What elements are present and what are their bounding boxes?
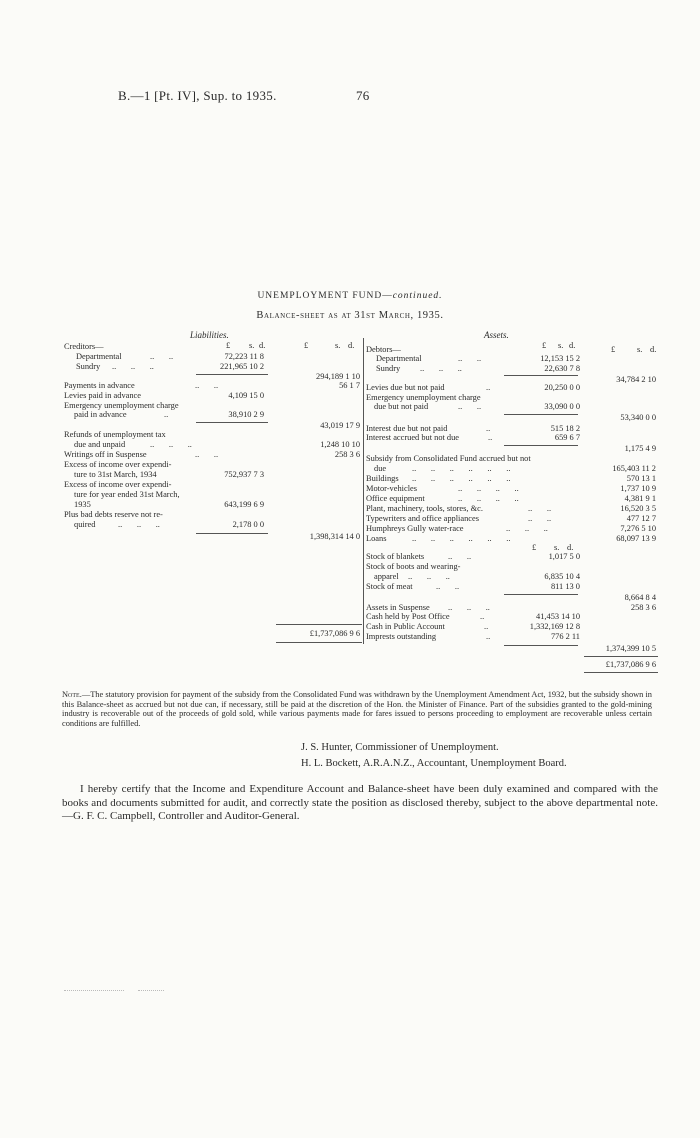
asset-suspense-label: Assets in Suspense xyxy=(366,603,430,612)
liab-sundry-amount: 221,965 10 2 xyxy=(220,362,264,371)
leader-dots: .. .. xyxy=(528,504,552,513)
liab-excess1-amount: 752,937 7 3 xyxy=(224,470,264,479)
subtotal-rule xyxy=(196,422,268,423)
asset-suspense-amount: 258 3 6 xyxy=(630,603,656,612)
liab-sundry-label: Sundry xyxy=(76,362,101,371)
asset-loans-label: Loans xyxy=(366,534,387,543)
faint-mark xyxy=(138,990,164,991)
leader-dots: .. .. xyxy=(528,514,552,523)
leader-dots: .. .. .. .. xyxy=(458,494,519,503)
asset-emergency-label-2: due but not paid xyxy=(374,402,429,411)
leader-dots: .. .. .. xyxy=(420,364,462,373)
liab-refunds-label-1: Refunds of unemployment tax xyxy=(64,430,166,439)
asset-emergency-label-1: Emergency unemployment charge xyxy=(366,393,481,402)
liab-col2-s: s. xyxy=(335,341,341,350)
asset-interest-accrued-amount: 659 6 7 xyxy=(554,433,580,442)
liab-col2-d: d. xyxy=(348,341,355,350)
leader-dots: .. .. xyxy=(150,352,174,361)
asset-cash-po-amount: 41,453 14 10 xyxy=(536,612,580,621)
asset-loans-amount: 68,097 13 9 xyxy=(616,534,656,543)
liab-col-s: s. xyxy=(249,341,255,350)
asset-col2-s: s. xyxy=(637,345,643,354)
asset-emergency-amount: 33,090 0 0 xyxy=(544,402,580,411)
title-continued: continued. xyxy=(392,291,443,301)
asset-cash-po-label: Cash held by Post Office xyxy=(366,612,450,621)
asset-typewriters-amount: 477 12 7 xyxy=(626,514,656,523)
subtotal-rule xyxy=(196,374,268,375)
liab-excess-total: 1,398,314 14 0 xyxy=(309,532,360,541)
asset-office-label: Office equipment xyxy=(366,494,425,503)
liabilities-heading: Liabilities. xyxy=(190,330,229,340)
liab-writings-off-amount: 258 3 6 xyxy=(334,450,360,459)
asset-humphreys-label: Humphreys Gully water-race xyxy=(366,524,464,533)
total-rule xyxy=(276,642,362,643)
liab-levies-total: 43,019 17 9 xyxy=(320,421,360,430)
asset-cash-public-label: Cash in Public Account xyxy=(366,622,445,631)
subtotal-rule xyxy=(196,533,268,534)
leader-dots: .. .. xyxy=(458,354,482,363)
asset-imprests-label: Imprests outstanding xyxy=(366,632,437,641)
signature-accountant: H. L. Bockett, A.R.A.N.Z., Accountant, Unemployment Board. xyxy=(301,758,567,769)
liab-payments-advance-amount: 56 1 7 xyxy=(339,381,360,390)
leader-dots: .. .. .. xyxy=(506,524,548,533)
asset-levies-due-amount: 20,250 0 0 xyxy=(544,383,580,392)
note-text: —The statutory provision for payment of the subsidy from the Consolidated Fund was withdrawn by the Unemployment Amendment Act, 1932, but the subsidy shown in this Balance-sheet as accrued but not due can, if necessary, still be paid at the discretion of the Hon. the Minister of Finance. Part of the subsidies granted to the gold-mining industry is recoverable out of the proceeds of gold sold, while various payments made for fares issued to persons proceeding to employment are recoverable unless certain conditions are fulfilled. xyxy=(62,690,652,728)
liab-emergency-amount: 38,910 2 9 xyxy=(228,410,264,419)
leader-dots: .. xyxy=(164,410,169,419)
leader-dots: .. .. .. xyxy=(448,603,490,612)
leader-dots: .. .. xyxy=(195,381,219,390)
liab-payments-advance-label: Payments in advance xyxy=(64,381,135,390)
column-divider xyxy=(363,338,364,644)
leader-dots: .. xyxy=(480,612,485,621)
liab-emergency-label-2: paid in advance xyxy=(74,410,127,419)
asset-stock-boots-label-2: apparel xyxy=(374,572,399,581)
liab-creditors-total: 294,189 1 10 xyxy=(316,372,360,381)
asset-col-pound: £ xyxy=(542,341,547,350)
asset-departmental-label: Departmental xyxy=(376,354,422,363)
liab-excess2-amount: 643,199 6 9 xyxy=(224,500,264,509)
leader-dots: .. .. .. xyxy=(408,572,450,581)
asset-stock-boots-label-1: Stock of boots and wearing- xyxy=(366,562,461,571)
asset-stock-meat-amount: 811 13 0 xyxy=(550,582,580,591)
asset-humphreys-amount: 7,276 5 10 xyxy=(620,524,656,533)
asset-grand-total: £1,737,086 9 6 xyxy=(605,660,656,669)
leader-dots: .. .. xyxy=(448,552,472,561)
subtotal-rule xyxy=(504,445,578,446)
asset-levies-due-label: Levies due but not paid xyxy=(366,383,445,392)
asset-sundry-label: Sundry xyxy=(376,364,401,373)
leader-dots: .. .. .. .. xyxy=(458,484,519,493)
asset-col-d: d. xyxy=(569,341,576,350)
subtotal-rule xyxy=(504,414,578,415)
departmental-note xyxy=(62,690,652,728)
asset-col3-s: s. xyxy=(554,543,560,552)
leader-dots: .. .. xyxy=(195,450,219,459)
total-rule xyxy=(276,624,362,625)
asset-typewriters-label: Typewriters and office appliances xyxy=(366,514,479,523)
balance-sheet-subtitle: Balance-sheet as at 31st March, 1935. xyxy=(256,310,444,321)
asset-buildings-label: Buildings xyxy=(366,474,399,483)
liab-writings-off-label: Writings off in Suspense xyxy=(64,450,147,459)
liab-grand-total: £1,737,086 9 6 xyxy=(309,629,360,638)
liab-excess2-label-1: Excess of income over expendi- xyxy=(64,480,172,489)
asset-imprests-amount: 776 2 11 xyxy=(550,632,580,641)
liab-levies-advance-label: Levies paid in advance xyxy=(64,391,141,400)
liab-excess1-label-1: Excess of income over expendi- xyxy=(64,460,172,469)
total-rule xyxy=(584,656,658,657)
asset-col3-pound: £ xyxy=(532,543,537,552)
leader-dots: .. xyxy=(486,383,491,392)
leader-dots: .. xyxy=(488,433,493,442)
asset-plant-label: Plant, machinery, tools, stores, &c. xyxy=(366,504,483,513)
subtotal-rule xyxy=(504,645,578,646)
liab-departmental-label: Departmental xyxy=(76,352,122,361)
liab-excess2-label-3: 1935 xyxy=(74,500,91,509)
leader-dots: .. .. .. .. .. .. xyxy=(412,464,511,473)
asset-debtors-label: Debtors— xyxy=(366,345,401,354)
liab-excess2-label-2: ture for year ended 31st March, xyxy=(74,490,180,499)
leader-dots: .. xyxy=(486,424,491,433)
asset-interest-due-label: Interest due but not paid xyxy=(366,424,448,433)
asset-cash-total: 1,374,399 10 5 xyxy=(605,644,656,653)
liab-levies-advance-amount: 4,109 15 0 xyxy=(228,391,264,400)
asset-subsidy-amount: 165,403 11 2 xyxy=(612,464,656,473)
asset-sundry-amount: 22,630 7 8 xyxy=(544,364,580,373)
liab-col2-pound: £ xyxy=(304,341,309,350)
asset-stock-blankets-label: Stock of blankets xyxy=(366,552,425,561)
liab-refunds-label-2: due and unpaid xyxy=(74,440,126,449)
asset-stock-meat-label: Stock of meat xyxy=(366,582,413,591)
asset-office-amount: 4,381 9 1 xyxy=(624,494,656,503)
assets-heading: Assets. xyxy=(484,330,509,340)
liab-baddebts-amount: 2,178 0 0 xyxy=(232,520,264,529)
leader-dots: .. .. .. .. .. .. xyxy=(412,534,511,543)
asset-motor-amount: 1,737 10 9 xyxy=(620,484,656,493)
asset-col2-d: d. xyxy=(650,345,657,354)
note-label: Note. xyxy=(62,690,82,699)
leader-dots: .. .. xyxy=(458,402,482,411)
liab-emergency-label-1: Emergency unemployment charge xyxy=(64,401,179,410)
signature-commissioner: J. S. Hunter, Commissioner of Unemployment. xyxy=(301,742,499,753)
leader-dots: .. xyxy=(484,622,489,631)
faint-mark xyxy=(64,990,124,991)
asset-stock-total: 8,664 8 4 xyxy=(624,593,656,602)
asset-cash-public-amount: 1,332,169 12 8 xyxy=(529,622,580,631)
asset-col-s: s. xyxy=(558,341,564,350)
asset-plant-amount: 16,520 3 5 xyxy=(620,504,656,513)
asset-stock-blankets-amount: 1,017 5 0 xyxy=(548,552,580,561)
subtotal-rule xyxy=(504,594,578,595)
liab-baddebts-label-2: quired xyxy=(74,520,96,529)
leader-dots: .. .. xyxy=(436,582,460,591)
leader-dots: .. .. .. xyxy=(150,440,192,449)
liab-refunds-amount: 1,248 10 10 xyxy=(320,440,360,449)
asset-col3-d: d. xyxy=(567,543,574,552)
total-rule xyxy=(584,672,658,673)
asset-levies-total: 53,340 0 0 xyxy=(620,413,656,422)
liab-col-pound: £ xyxy=(226,341,231,350)
leader-dots: .. .. .. .. .. .. xyxy=(412,474,511,483)
liab-baddebts-label-1: Plus bad debts reserve not re- xyxy=(64,510,163,519)
asset-debtors-total: 34,784 2 10 xyxy=(616,375,656,384)
liab-excess1-label-2: ture to 31st March, 1934 xyxy=(74,470,157,479)
asset-stock-boots-amount: 6,835 10 4 xyxy=(544,572,580,581)
audit-certificate: I hereby certify that the Income and Expenditure Account and Balance-sheet have been duly examined and compared with the books and documents submitted for audit, and correctly state the position as disclosed thereby, subject to the above departmental note.—G. F. C. Campbell, Controller and Auditor-General. xyxy=(62,783,658,822)
asset-interest-due-amount: 515 18 2 xyxy=(550,424,580,433)
liab-creditors-label: Creditors— xyxy=(64,342,104,351)
title-main: UNEMPLOYMENT FUND— xyxy=(257,291,393,301)
asset-interest-total: 1,175 4 9 xyxy=(624,444,656,453)
asset-subsidy-label-2: due xyxy=(374,464,387,473)
asset-subsidy-label-1: Subsidy from Consolidated Fund accrued but not xyxy=(366,454,531,463)
asset-buildings-amount: 570 13 1 xyxy=(626,474,656,483)
page-title xyxy=(0,291,700,301)
liab-departmental-amount: 72,223 11 8 xyxy=(224,352,264,361)
leader-dots: .. .. .. xyxy=(118,520,160,529)
asset-departmental-amount: 12,153 15 2 xyxy=(540,354,580,363)
asset-col2-pound: £ xyxy=(611,345,616,354)
leader-dots: .. .. .. xyxy=(112,362,154,371)
leader-dots: .. xyxy=(486,632,491,641)
subtotal-rule xyxy=(504,375,578,376)
page-number: 76 xyxy=(356,88,370,103)
liab-col-d: d. xyxy=(259,341,266,350)
asset-motor-label: Motor-vehicles xyxy=(366,484,417,493)
asset-interest-accrued-label: Interest accrued but not due xyxy=(366,433,460,442)
page-series-header: B.—1 [Pt. IV], Sup. to 1935. xyxy=(118,88,277,103)
